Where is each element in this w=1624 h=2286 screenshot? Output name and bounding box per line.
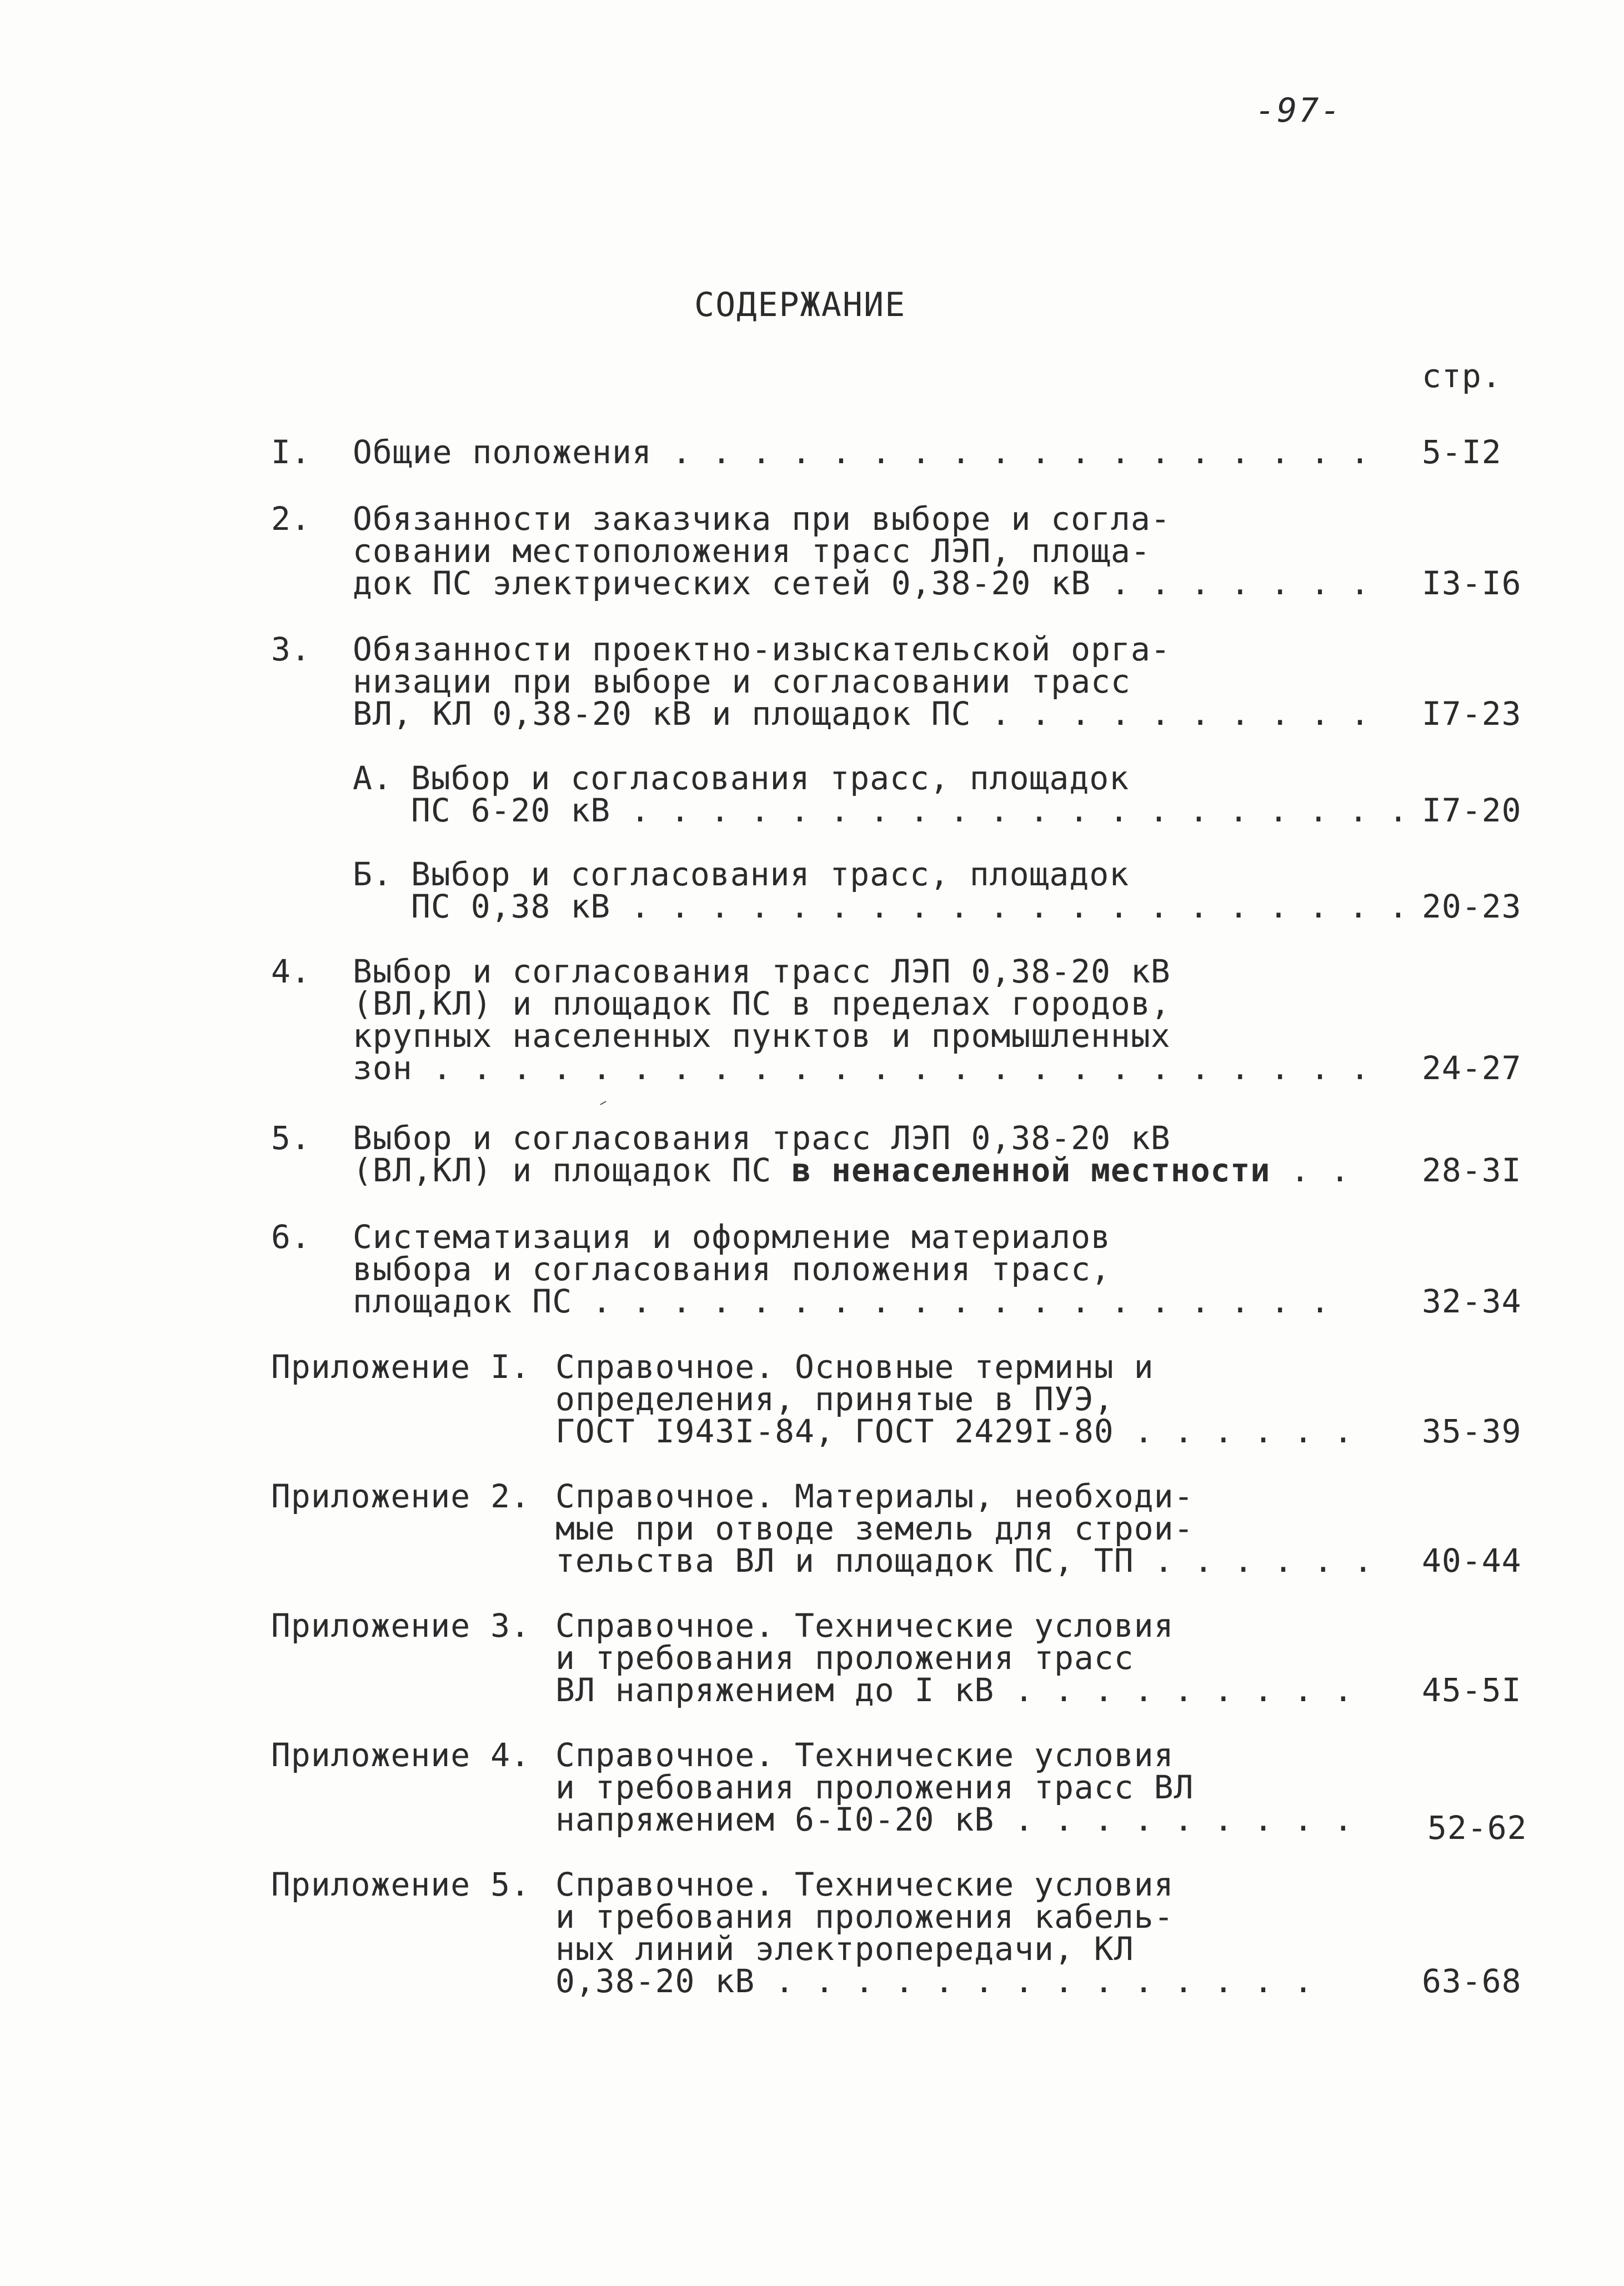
toc-entry-a-number: А.: [353, 759, 393, 797]
ink-mark: [600, 1101, 606, 1105]
toc-entry-4-number: 4.: [271, 952, 311, 990]
toc-entry-b-line-2: ПС 0,38 кВ . . . . . . . . . . . . . . . . . . . .: [411, 888, 1409, 925]
toc-entry-6-line-2: выбора и согласования положения трасс,: [353, 1250, 1111, 1288]
toc-appendix-5-line-1: Справочное. Технические условия: [555, 1866, 1174, 1903]
toc-entry-2-line-1: Обязанности заказчика при выборе и согла-: [353, 500, 1171, 538]
toc-entry-6-line-1: Систематизация и оформление материалов: [353, 1218, 1111, 1256]
toc-entry-5-tail-dots: . .: [1270, 1151, 1350, 1189]
page-column-header: стр.: [1422, 357, 1502, 395]
toc-appendix-4-pages: 52-62: [1427, 1809, 1527, 1847]
toc-appendix-2-line-1: Справочное. Материалы, необходи-: [555, 1477, 1194, 1515]
toc-appendix-2-line-3: тельства ВЛ и площадок ПС, ТП . . . . . .: [555, 1542, 1374, 1580]
toc-entry-1-pages: 5-I2: [1422, 433, 1502, 471]
page-title: СОДЕРЖАНИЕ: [694, 285, 906, 324]
toc-appendix-3-label: Приложение 3.: [271, 1607, 530, 1645]
toc-appendix-3-pages: 45-5I: [1422, 1671, 1522, 1709]
toc-entry-5-line-1: Выбор и согласования трасс ЛЭП 0,38-20 кВ: [353, 1119, 1171, 1157]
toc-entry-6-pages: 32-34: [1422, 1282, 1522, 1320]
toc-appendix-2-label: Приложение 2.: [271, 1477, 530, 1515]
toc-appendix-3-line-1: Справочное. Технические условия: [555, 1607, 1174, 1645]
toc-entry-b-pages: 20-23: [1422, 888, 1522, 925]
toc-entry-4-pages: 24-27: [1422, 1049, 1522, 1087]
toc-entry-3-line-2: низации при выборе и согласовании трасс: [353, 663, 1131, 700]
toc-entry-6-line-3: площадок ПС . . . . . . . . . . . . . . . . . . .: [353, 1282, 1331, 1320]
toc-entry-4-line-4: зон . . . . . . . . . . . . . . . . . . . . . . . .: [353, 1049, 1370, 1087]
toc-appendix-1-line-1: Справочное. Основные термины и: [555, 1348, 1154, 1386]
toc-entry-1-number: I.: [271, 433, 311, 471]
page-number: -97-: [1255, 91, 1342, 130]
toc-appendix-1-line-2: определения, принятые в ПУЭ,: [555, 1380, 1114, 1418]
toc-appendix-5-label: Приложение 5.: [271, 1866, 530, 1903]
toc-entry-5-pages: 28-3I: [1422, 1151, 1522, 1189]
toc-appendix-3-line-2: и требования проложения трасс: [555, 1639, 1134, 1677]
toc-appendix-2-line-2: мые при отводе земель для строи-: [555, 1510, 1194, 1547]
toc-entry-4-line-1: Выбор и согласования трасс ЛЭП 0,38-20 кВ: [353, 952, 1171, 990]
toc-entry-2-pages: I3-I6: [1422, 564, 1522, 602]
toc-entry-5-bold-tail: в ненаселенной местности: [791, 1151, 1271, 1189]
toc-entry-b-line-1: Выбор и согласования трасс, площадок: [411, 855, 1130, 893]
toc-entry-5-number: 5.: [271, 1119, 311, 1157]
toc-entry-b-number: Б.: [353, 855, 393, 893]
toc-entry-3-line-1: Обязанности проектно-изыскательской орга-: [353, 630, 1171, 668]
toc-entry-2-line-3: док ПС электрических сетей 0,38-20 кВ . . . . . . .: [353, 564, 1370, 602]
toc-entry-3-pages: I7-23: [1422, 695, 1522, 733]
toc-appendix-4-label: Приложение 4.: [271, 1736, 530, 1774]
toc-entry-3-line-3: ВЛ, КЛ 0,38-20 кВ и площадок ПС . . . . . . . . . .: [353, 695, 1370, 733]
toc-appendix-1-pages: 35-39: [1422, 1412, 1522, 1450]
toc-appendix-1-label: Приложение I.: [271, 1348, 530, 1386]
toc-entry-5-line-2-text: (ВЛ,КЛ) и площадок ПС: [353, 1151, 792, 1189]
toc-entry-4-line-2: (ВЛ,КЛ) и площадок ПС в пределах городов,: [353, 985, 1171, 1022]
toc-entry-2-number: 2.: [271, 500, 311, 538]
toc-appendix-5-line-4: 0,38-20 кВ . . . . . . . . . . . . . .: [555, 1962, 1314, 2000]
toc-appendix-2-pages: 40-44: [1422, 1542, 1522, 1580]
toc-entry-a-line-2: ПС 6-20 кВ . . . . . . . . . . . . . . . . . . . .: [411, 791, 1409, 829]
toc-entry-6-number: 6.: [271, 1218, 311, 1256]
toc-entry-5-line-2: [353, 1151, 1350, 1189]
toc-appendix-1-line-3: ГОСТ I943I-84, ГОСТ 2429I-80 . . . . . .: [555, 1412, 1354, 1450]
toc-entry-3-number: 3.: [271, 630, 311, 668]
toc-entry-1-line-1: Общие положения . . . . . . . . . . . . . . . . . .: [353, 433, 1370, 471]
toc-entry-a-pages: I7-20: [1422, 791, 1522, 829]
toc-appendix-4-line-1: Справочное. Технические условия: [555, 1736, 1174, 1774]
toc-appendix-5-pages: 63-68: [1422, 1962, 1522, 2000]
toc-appendix-5-line-2: и требования проложения кабель-: [555, 1898, 1174, 1936]
toc-appendix-4-line-2: и требования проложения трасс ВЛ: [555, 1768, 1194, 1806]
toc-entry-4-line-3: крупных населенных пунктов и промышленных: [353, 1017, 1171, 1055]
toc-appendix-3-line-3: ВЛ напряжением до I кВ . . . . . . . . .: [555, 1671, 1354, 1709]
toc-appendix-4-line-3: напряжением 6-I0-20 кВ . . . . . . . . .: [555, 1801, 1354, 1838]
toc-entry-a-line-1: Выбор и согласования трасс, площадок: [411, 759, 1130, 797]
toc-entry-2-line-2: совании местоположения трасс ЛЭП, площа-: [353, 532, 1151, 570]
toc-appendix-5-line-3: ных линий электропередачи, КЛ: [555, 1930, 1134, 1968]
